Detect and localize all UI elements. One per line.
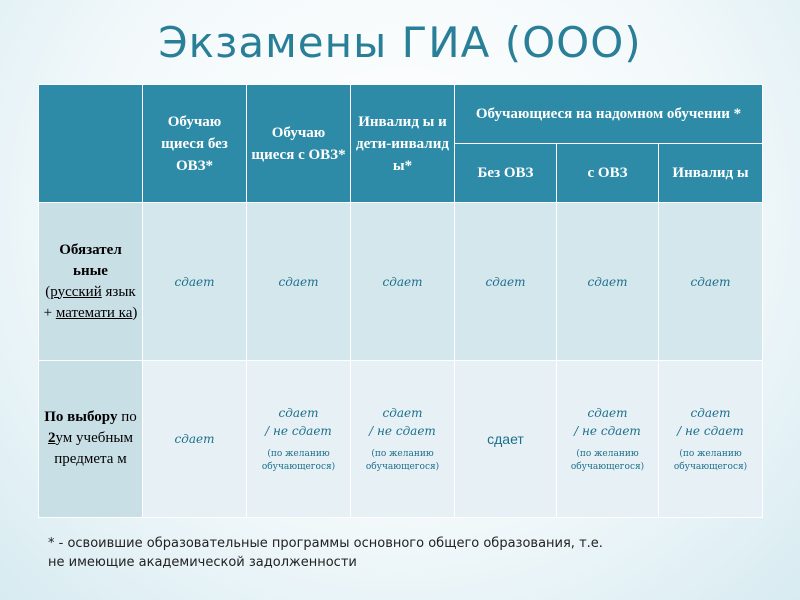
table-row-mandatory xyxy=(39,203,763,360)
paren-close: ) xyxy=(132,304,138,321)
elective-note: (по желанию обучающегося) xyxy=(570,448,645,472)
elective-pass: сдает xyxy=(690,405,731,420)
cell-mandatory-6: сдает xyxy=(659,203,763,360)
subject-russian: русский xyxy=(50,283,102,300)
paren-open: ( xyxy=(45,283,51,300)
cell-elective-5 xyxy=(557,360,659,517)
cell-elective-6 xyxy=(659,360,763,517)
elective-pass: сдает xyxy=(587,405,628,420)
elective-count: 2 xyxy=(48,430,56,447)
elective-note: (по желанию обучающегося) xyxy=(673,448,748,472)
cell-mandatory-1: сдает xyxy=(143,203,247,360)
footnote-line-1: * - освоившие образовательные программы основного общего образования, т.е. xyxy=(48,536,603,551)
exam-table xyxy=(38,84,763,518)
row-head-elective-title: По выбору xyxy=(44,409,118,426)
header-no-ovz: Обучаю щиеся без ОВЗ* xyxy=(143,85,247,203)
cell-elective-4: сдает xyxy=(455,360,557,517)
elective-not-pass: / не сдает xyxy=(574,423,641,438)
elective-pre: по xyxy=(117,409,137,426)
cell-elective-2 xyxy=(247,360,351,517)
header-home-no-ovz: Без ОВЗ xyxy=(455,144,557,203)
page-title: Экзамены ГИА (ООО) xyxy=(158,18,642,67)
cell-elective-3 xyxy=(351,360,455,517)
subject-connector: язык + xyxy=(43,283,136,321)
header-home-disabled: Инвалид ы xyxy=(659,144,763,203)
row-head-mandatory xyxy=(39,203,143,360)
elective-pass: сдает xyxy=(278,405,319,420)
elective-not-pass: / не сдает xyxy=(369,423,436,438)
elective-note: (по желанию обучающегося) xyxy=(261,448,336,472)
table-corner xyxy=(39,85,143,203)
cell-mandatory-2: сдает xyxy=(247,203,351,360)
elective-not-pass: / не сдает xyxy=(677,423,744,438)
cell-mandatory-5: сдает xyxy=(557,203,659,360)
footnote xyxy=(48,534,748,572)
elective-note: (по желанию обучающегося) xyxy=(365,448,440,472)
header-with-ovz: Обучаю щиеся с ОВЗ* xyxy=(247,85,351,203)
cell-mandatory-3: сдает xyxy=(351,203,455,360)
cell-elective-1: сдает xyxy=(143,360,247,517)
cell-mandatory-4: сдает xyxy=(455,203,557,360)
elective-pass: сдает xyxy=(382,405,423,420)
elective-post: ум учебным предмета м xyxy=(54,430,133,468)
footnote-line-2: не имеющие академической задолженности xyxy=(48,555,357,570)
row-head-mandatory-title: Обязател ьные xyxy=(59,241,122,279)
header-home-with-ovz: с ОВЗ xyxy=(557,144,659,203)
table-row-elective xyxy=(39,360,763,517)
elective-not-pass: / не сдает xyxy=(265,423,332,438)
row-head-elective xyxy=(39,360,143,517)
subject-math: математи ка xyxy=(55,304,133,321)
header-disabled: Инвалид ы и дети-инвалид ы* xyxy=(351,85,455,203)
header-home-schooling: Обучающиеся на надомном обучении * xyxy=(455,85,763,144)
